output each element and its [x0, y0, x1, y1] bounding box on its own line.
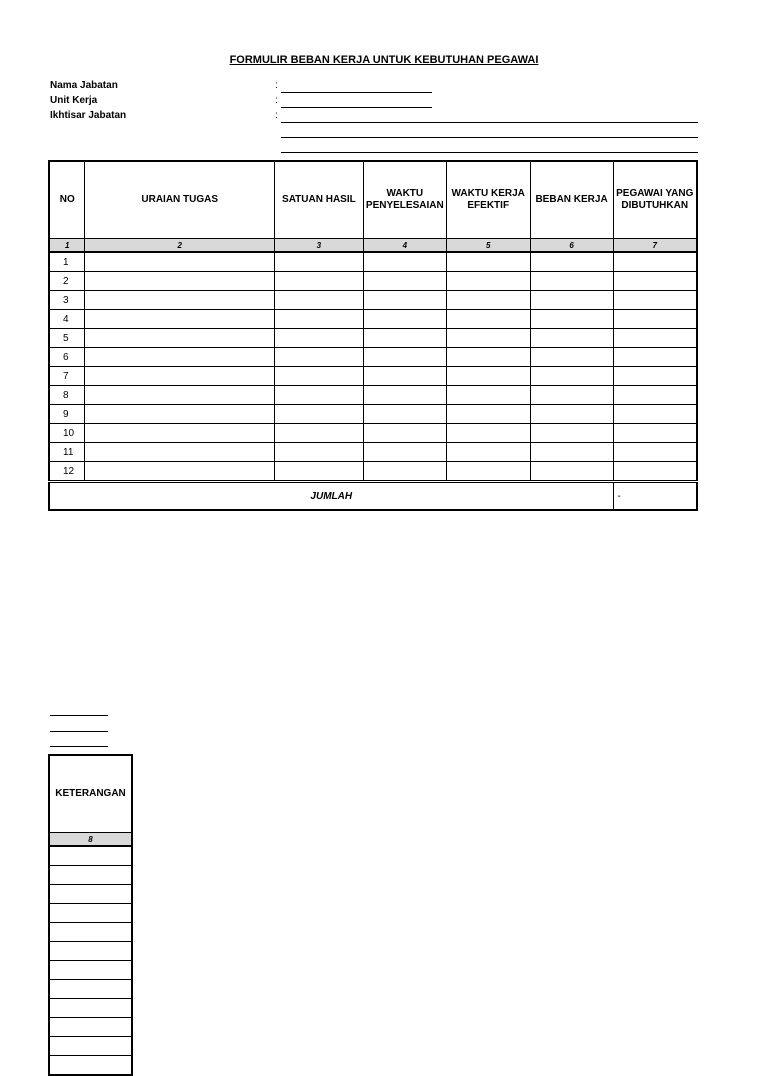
keterangan-row — [49, 961, 132, 980]
blank-line[interactable] — [50, 715, 108, 716]
row-number: 2 — [49, 272, 85, 291]
header-waktu-penyelesaian: WAKTU PENYELESAIAN — [363, 161, 446, 239]
table-cell[interactable] — [530, 329, 613, 348]
column-number-row — [49, 239, 697, 253]
workload-table — [48, 160, 698, 511]
row-number: 4 — [49, 310, 85, 329]
table-cell[interactable] — [363, 310, 446, 329]
table-cell[interactable] — [613, 443, 697, 462]
table-cell[interactable] — [446, 462, 530, 482]
keterangan-cell[interactable] — [49, 999, 132, 1018]
row-number: 5 — [49, 329, 85, 348]
table-cell[interactable] — [613, 310, 697, 329]
table-cell[interactable] — [446, 386, 530, 405]
table-cell[interactable] — [85, 386, 275, 405]
table-cell[interactable] — [363, 386, 446, 405]
table-cell[interactable] — [274, 329, 363, 348]
table-cell[interactable] — [85, 443, 275, 462]
field-label-ikhtisar-jabatan: Ikhtisar Jabatan — [50, 110, 127, 121]
row-number: 11 — [49, 443, 85, 462]
header-keterangan: KETERANGAN — [49, 755, 132, 833]
table-cell[interactable] — [613, 367, 697, 386]
table-cell[interactable] — [274, 367, 363, 386]
row-number: 9 — [49, 405, 85, 424]
keterangan-cell[interactable] — [49, 866, 132, 885]
column-number: 7 — [613, 239, 697, 253]
table-cell[interactable] — [613, 329, 697, 348]
row-number: 6 — [49, 348, 85, 367]
table-cell[interactable] — [363, 348, 446, 367]
table-cell[interactable] — [363, 424, 446, 443]
table-cell[interactable] — [85, 291, 275, 310]
row-number: 7 — [49, 367, 85, 386]
total-row — [49, 482, 697, 511]
total-value: - — [613, 482, 697, 511]
table-cell[interactable] — [530, 291, 613, 310]
keterangan-number-row — [49, 833, 132, 847]
table-cell[interactable] — [446, 329, 530, 348]
row-number: 1 — [49, 252, 85, 272]
header-satuan-hasil: SATUAN HASIL — [274, 161, 363, 239]
table-cell[interactable] — [446, 443, 530, 462]
keterangan-cell[interactable] — [49, 846, 132, 866]
table-cell[interactable] — [274, 272, 363, 291]
table-cell[interactable] — [274, 405, 363, 424]
table-cell[interactable] — [446, 291, 530, 310]
keterangan-row — [49, 885, 132, 904]
column-number: 4 — [363, 239, 446, 253]
table-cell[interactable] — [363, 443, 446, 462]
header-beban-kerja: BEBAN KERJA — [530, 161, 613, 239]
table-cell[interactable] — [530, 462, 613, 482]
keterangan-table — [48, 754, 133, 1076]
table-cell[interactable] — [274, 424, 363, 443]
table-cell[interactable] — [530, 252, 613, 272]
table-cell[interactable] — [363, 252, 446, 272]
blank-line[interactable] — [50, 731, 108, 732]
table-cell[interactable] — [446, 272, 530, 291]
table-row — [49, 348, 697, 367]
unit-kerja-line[interactable] — [281, 107, 432, 108]
ikhtisar-jabatan-line-3[interactable] — [281, 152, 698, 153]
table-row — [49, 272, 697, 291]
field-colon: : — [275, 95, 278, 106]
table-row — [49, 424, 697, 443]
keterangan-cell[interactable] — [49, 1037, 132, 1056]
table-cell[interactable] — [530, 272, 613, 291]
keterangan-cell[interactable] — [49, 923, 132, 942]
table-cell[interactable] — [85, 367, 275, 386]
keterangan-cell[interactable] — [49, 904, 132, 923]
keterangan-cell[interactable] — [49, 961, 132, 980]
table-cell[interactable] — [274, 291, 363, 310]
header-uraian-tugas: URAIAN TUGAS — [85, 161, 275, 239]
table-cell[interactable] — [613, 291, 697, 310]
table-row — [49, 291, 697, 310]
table-cell[interactable] — [613, 424, 697, 443]
column-number: 8 — [49, 833, 132, 847]
keterangan-cell[interactable] — [49, 942, 132, 961]
blank-line[interactable] — [50, 746, 108, 747]
column-number: 5 — [446, 239, 530, 253]
row-number: 8 — [49, 386, 85, 405]
table-cell[interactable] — [274, 252, 363, 272]
table-cell[interactable] — [363, 367, 446, 386]
header-pegawai-dibutuhkan: PEGAWAI YANG DIBUTUHKAN — [613, 161, 697, 239]
table-cell[interactable] — [85, 405, 275, 424]
table-cell[interactable] — [363, 462, 446, 482]
table-cell[interactable] — [363, 291, 446, 310]
table-row — [49, 462, 697, 482]
table-cell[interactable] — [446, 310, 530, 329]
table-cell[interactable] — [530, 310, 613, 329]
table-cell[interactable] — [446, 424, 530, 443]
table-cell[interactable] — [85, 462, 275, 482]
table-cell[interactable] — [85, 329, 275, 348]
table-cell[interactable] — [530, 424, 613, 443]
header-waktu-kerja-efektif: WAKTU KERJA EFEKTIF — [446, 161, 530, 239]
table-row — [49, 367, 697, 386]
table-cell[interactable] — [85, 424, 275, 443]
table-cell[interactable] — [274, 443, 363, 462]
header-no: NO — [49, 161, 85, 239]
table-cell[interactable] — [85, 348, 275, 367]
table-cell[interactable] — [274, 462, 363, 482]
table-cell[interactable] — [85, 252, 275, 272]
table-cell[interactable] — [363, 272, 446, 291]
table-cell[interactable] — [530, 405, 613, 424]
keterangan-header-row — [49, 755, 132, 833]
table-row — [49, 386, 697, 405]
table-cell[interactable] — [530, 386, 613, 405]
table-cell[interactable] — [613, 386, 697, 405]
table-cell[interactable] — [530, 348, 613, 367]
keterangan-row — [49, 1018, 132, 1037]
column-number: 3 — [274, 239, 363, 253]
table-cell[interactable] — [274, 386, 363, 405]
table-cell[interactable] — [613, 272, 697, 291]
table-cell[interactable] — [85, 272, 275, 291]
table-cell[interactable] — [446, 367, 530, 386]
row-number: 3 — [49, 291, 85, 310]
keterangan-cell[interactable] — [49, 885, 132, 904]
nama-jabatan-line[interactable] — [281, 92, 432, 93]
keterangan-row — [49, 999, 132, 1018]
row-number: 10 — [49, 424, 85, 443]
field-label-nama-jabatan: Nama Jabatan — [50, 80, 118, 91]
table-cell[interactable] — [530, 367, 613, 386]
keterangan-row — [49, 866, 132, 885]
table-row — [49, 252, 697, 272]
keterangan-row — [49, 1037, 132, 1056]
table-cell[interactable] — [363, 405, 446, 424]
keterangan-row — [49, 846, 132, 866]
keterangan-row — [49, 980, 132, 999]
table-cell[interactable] — [613, 462, 697, 482]
ikhtisar-jabatan-line-2[interactable] — [281, 137, 698, 138]
table-cell[interactable] — [446, 405, 530, 424]
form-title: FORMULIR BEBAN KERJA UNTUK KEBUTUHAN PEGAWAI — [229, 54, 539, 66]
table-cell[interactable] — [274, 310, 363, 329]
table-cell[interactable] — [363, 329, 446, 348]
keterangan-cell[interactable] — [49, 980, 132, 999]
table-row — [49, 310, 697, 329]
total-label: JUMLAH — [49, 482, 613, 511]
table-cell[interactable] — [613, 405, 697, 424]
table-cell[interactable] — [446, 252, 530, 272]
keterangan-cell[interactable] — [49, 1018, 132, 1037]
table-cell[interactable] — [85, 310, 275, 329]
table-cell[interactable] — [274, 348, 363, 367]
table-cell[interactable] — [446, 348, 530, 367]
table-row — [49, 443, 697, 462]
keterangan-cell[interactable] — [49, 1056, 132, 1076]
table-cell[interactable] — [613, 348, 697, 367]
field-colon: : — [275, 110, 278, 121]
table-header-row — [49, 161, 697, 239]
row-number: 12 — [49, 462, 85, 482]
table-cell[interactable] — [613, 252, 697, 272]
keterangan-row — [49, 904, 132, 923]
keterangan-row — [49, 942, 132, 961]
column-number: 2 — [85, 239, 275, 253]
column-number: 1 — [49, 239, 85, 253]
table-cell[interactable] — [530, 443, 613, 462]
table-row — [49, 405, 697, 424]
keterangan-row — [49, 1056, 132, 1076]
field-colon: : — [275, 80, 278, 91]
column-number: 6 — [530, 239, 613, 253]
ikhtisar-jabatan-line-1[interactable] — [281, 122, 698, 123]
table-row — [49, 329, 697, 348]
keterangan-row — [49, 923, 132, 942]
field-label-unit-kerja: Unit Kerja — [50, 95, 98, 106]
